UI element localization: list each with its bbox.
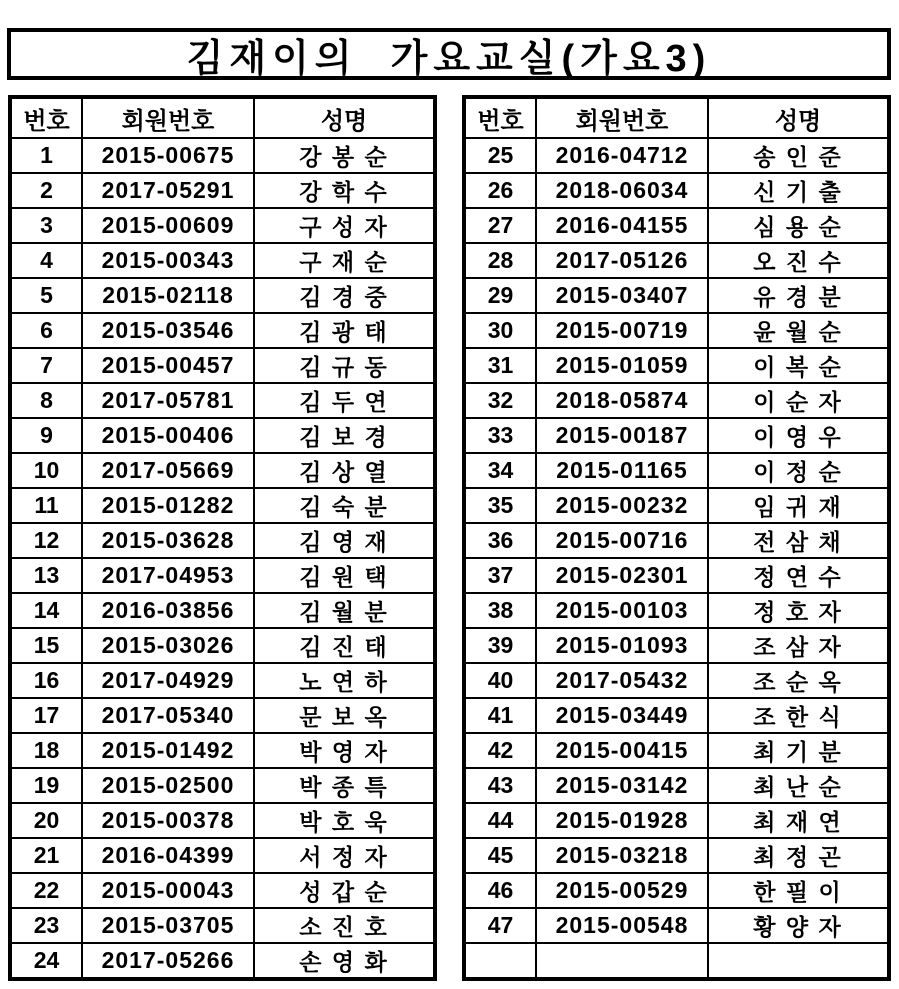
member-name: 정 호 자 — [708, 593, 889, 628]
member-table-right — [462, 95, 891, 981]
member-name: 김 원 택 — [254, 558, 435, 593]
table-row — [10, 383, 435, 418]
member-table-left — [8, 95, 437, 981]
member-id: 2017-05432 — [536, 663, 708, 698]
member-name: 심 용 순 — [708, 208, 889, 243]
member-id: 2015-00043 — [82, 873, 254, 908]
member-id: 2017-04953 — [82, 558, 254, 593]
table-row — [10, 873, 435, 908]
table-row — [10, 733, 435, 768]
row-number: 4 — [10, 243, 82, 278]
table-row — [10, 348, 435, 383]
member-name: 서 정 자 — [254, 838, 435, 873]
member-name: 노 연 하 — [254, 663, 435, 698]
member-name: 김 광 태 — [254, 313, 435, 348]
member-id: 2015-03449 — [536, 698, 708, 733]
member-id: 2018-06034 — [536, 173, 708, 208]
table-row — [10, 663, 435, 698]
member-name: 강 봉 순 — [254, 138, 435, 173]
table-row — [10, 698, 435, 733]
table-row — [464, 873, 889, 908]
column-header-number: 번호 — [464, 97, 536, 138]
table-row — [464, 488, 889, 523]
row-number: 34 — [464, 453, 536, 488]
page-title: 김재이의 가요교실(가요3) — [186, 37, 712, 80]
member-id: 2017-05669 — [82, 453, 254, 488]
member-id: 2015-03546 — [82, 313, 254, 348]
table-row — [10, 243, 435, 278]
member-name: 성 갑 순 — [254, 873, 435, 908]
row-number: 35 — [464, 488, 536, 523]
member-id: 2017-05340 — [82, 698, 254, 733]
member-id: 2015-03142 — [536, 768, 708, 803]
member-id: 2018-05874 — [536, 383, 708, 418]
table-row — [10, 768, 435, 803]
table-row — [464, 908, 889, 943]
member-name: 임 귀 재 — [708, 488, 889, 523]
row-number: 20 — [10, 803, 82, 838]
member-id: 2017-05266 — [82, 943, 254, 979]
member-id: 2015-00548 — [536, 908, 708, 943]
member-name: 최 정 곤 — [708, 838, 889, 873]
member-name: 이 영 우 — [708, 418, 889, 453]
table-row — [464, 453, 889, 488]
member-id: 2015-00343 — [82, 243, 254, 278]
table-row — [464, 348, 889, 383]
row-number: 9 — [10, 418, 82, 453]
table-row — [10, 523, 435, 558]
table-row — [464, 698, 889, 733]
member-id: 2017-05781 — [82, 383, 254, 418]
member-name: 김 상 열 — [254, 453, 435, 488]
table-row — [10, 453, 435, 488]
member-id: 2015-03026 — [82, 628, 254, 663]
member-name: 손 영 화 — [254, 943, 435, 979]
column-header-member-id: 회원번호 — [82, 97, 254, 138]
row-number: 28 — [464, 243, 536, 278]
member-name: 박 호 욱 — [254, 803, 435, 838]
table-row — [10, 593, 435, 628]
member-id: 2015-00719 — [536, 313, 708, 348]
row-number: 10 — [10, 453, 82, 488]
row-number: 43 — [464, 768, 536, 803]
row-number: 18 — [10, 733, 82, 768]
row-number: 32 — [464, 383, 536, 418]
row-number: 24 — [10, 943, 82, 979]
row-number: 44 — [464, 803, 536, 838]
member-id: 2015-01165 — [536, 453, 708, 488]
table-row — [464, 173, 889, 208]
table-row — [464, 663, 889, 698]
header-row — [464, 97, 889, 138]
member-name: 문 보 옥 — [254, 698, 435, 733]
member-name: 이 순 자 — [708, 383, 889, 418]
row-number: 6 — [10, 313, 82, 348]
member-id: 2015-03218 — [536, 838, 708, 873]
member-name: 오 진 수 — [708, 243, 889, 278]
row-number: 26 — [464, 173, 536, 208]
member-name: 김 숙 분 — [254, 488, 435, 523]
member-name: 유 경 분 — [708, 278, 889, 313]
member-name: 김 영 재 — [254, 523, 435, 558]
row-number: 7 — [10, 348, 82, 383]
member-name: 조 순 옥 — [708, 663, 889, 698]
table-row — [464, 733, 889, 768]
row-number: 41 — [464, 698, 536, 733]
row-number: 8 — [10, 383, 82, 418]
row-number: 29 — [464, 278, 536, 313]
table-row — [10, 488, 435, 523]
member-id: 2015-01282 — [82, 488, 254, 523]
table-row — [464, 803, 889, 838]
member-name: 박 종 특 — [254, 768, 435, 803]
member-name: 신 기 출 — [708, 173, 889, 208]
member-id: 2017-05291 — [82, 173, 254, 208]
member-name: 최 기 분 — [708, 733, 889, 768]
table-row — [10, 558, 435, 593]
table-row — [464, 838, 889, 873]
table-row — [10, 138, 435, 173]
table-row — [464, 628, 889, 663]
member-name: 소 진 호 — [254, 908, 435, 943]
member-name — [708, 943, 889, 979]
member-id: 2015-00232 — [536, 488, 708, 523]
member-id: 2017-05126 — [536, 243, 708, 278]
table-row — [464, 418, 889, 453]
table-row — [10, 628, 435, 663]
table-row — [464, 243, 889, 278]
column-header-member-id: 회원번호 — [536, 97, 708, 138]
member-id: 2015-00609 — [82, 208, 254, 243]
row-number: 21 — [10, 838, 82, 873]
row-number: 25 — [464, 138, 536, 173]
member-id: 2017-04929 — [82, 663, 254, 698]
member-name: 최 재 연 — [708, 803, 889, 838]
row-number: 22 — [10, 873, 82, 908]
member-name: 정 연 수 — [708, 558, 889, 593]
member-id: 2016-03856 — [82, 593, 254, 628]
member-name: 이 복 순 — [708, 348, 889, 383]
title-box — [7, 28, 891, 80]
member-id: 2015-00457 — [82, 348, 254, 383]
member-name: 김 두 연 — [254, 383, 435, 418]
member-id: 2015-00716 — [536, 523, 708, 558]
table-row — [464, 278, 889, 313]
row-number: 5 — [10, 278, 82, 313]
table-row — [464, 208, 889, 243]
member-name: 김 규 동 — [254, 348, 435, 383]
row-number: 16 — [10, 663, 82, 698]
member-id: 2015-03705 — [82, 908, 254, 943]
table-row — [10, 838, 435, 873]
member-id: 2015-01492 — [82, 733, 254, 768]
member-id: 2016-04712 — [536, 138, 708, 173]
table-row — [464, 558, 889, 593]
member-id: 2015-01093 — [536, 628, 708, 663]
member-id: 2015-00415 — [536, 733, 708, 768]
table-row — [464, 383, 889, 418]
row-number: 33 — [464, 418, 536, 453]
member-name: 황 양 자 — [708, 908, 889, 943]
member-id: 2015-00406 — [82, 418, 254, 453]
row-number: 3 — [10, 208, 82, 243]
row-number: 2 — [10, 173, 82, 208]
table-row — [464, 138, 889, 173]
member-id: 2015-00529 — [536, 873, 708, 908]
table-row — [10, 278, 435, 313]
row-number: 36 — [464, 523, 536, 558]
row-number: 23 — [10, 908, 82, 943]
row-number: 45 — [464, 838, 536, 873]
header-row — [10, 97, 435, 138]
table-row — [10, 943, 435, 979]
table-row — [464, 943, 889, 979]
member-id: 2016-04155 — [536, 208, 708, 243]
member-name: 구 재 순 — [254, 243, 435, 278]
member-name: 윤 월 순 — [708, 313, 889, 348]
row-number: 46 — [464, 873, 536, 908]
row-number — [464, 943, 536, 979]
row-number: 30 — [464, 313, 536, 348]
member-id: 2015-03628 — [82, 523, 254, 558]
member-id: 2016-04399 — [82, 838, 254, 873]
table-row — [10, 208, 435, 243]
row-number: 17 — [10, 698, 82, 733]
table-row — [464, 523, 889, 558]
row-number: 19 — [10, 768, 82, 803]
member-name: 구 성 자 — [254, 208, 435, 243]
member-id: 2015-03407 — [536, 278, 708, 313]
table-row — [464, 768, 889, 803]
member-id — [536, 943, 708, 979]
member-name: 박 영 자 — [254, 733, 435, 768]
row-number: 27 — [464, 208, 536, 243]
member-name: 이 정 순 — [708, 453, 889, 488]
row-number: 14 — [10, 593, 82, 628]
table-row — [464, 313, 889, 348]
member-id: 2015-02118 — [82, 278, 254, 313]
member-name: 김 보 경 — [254, 418, 435, 453]
member-id: 2015-02500 — [82, 768, 254, 803]
column-header-number: 번호 — [10, 97, 82, 138]
row-number: 39 — [464, 628, 536, 663]
row-number: 38 — [464, 593, 536, 628]
member-name: 김 월 분 — [254, 593, 435, 628]
member-id: 2015-02301 — [536, 558, 708, 593]
row-number: 37 — [464, 558, 536, 593]
row-number: 31 — [464, 348, 536, 383]
column-header-name: 성명 — [254, 97, 435, 138]
row-number: 15 — [10, 628, 82, 663]
row-number: 13 — [10, 558, 82, 593]
table-row — [10, 173, 435, 208]
table-row — [10, 313, 435, 348]
member-name: 전 삼 채 — [708, 523, 889, 558]
row-number: 1 — [10, 138, 82, 173]
row-number: 42 — [464, 733, 536, 768]
row-number: 12 — [10, 523, 82, 558]
member-name: 김 경 중 — [254, 278, 435, 313]
member-name: 최 난 순 — [708, 768, 889, 803]
table-row — [464, 593, 889, 628]
member-id: 2015-00187 — [536, 418, 708, 453]
member-name: 송 인 준 — [708, 138, 889, 173]
table-row — [10, 418, 435, 453]
member-name: 조 한 식 — [708, 698, 889, 733]
member-name: 김 진 태 — [254, 628, 435, 663]
table-row — [10, 908, 435, 943]
member-id: 2015-01928 — [536, 803, 708, 838]
row-number: 47 — [464, 908, 536, 943]
tables-container — [8, 95, 891, 981]
member-name: 한 필 이 — [708, 873, 889, 908]
row-number: 40 — [464, 663, 536, 698]
table-row — [10, 803, 435, 838]
member-name: 강 학 수 — [254, 173, 435, 208]
row-number: 11 — [10, 488, 82, 523]
member-id: 2015-00103 — [536, 593, 708, 628]
member-id: 2015-00378 — [82, 803, 254, 838]
member-id: 2015-01059 — [536, 348, 708, 383]
member-id: 2015-00675 — [82, 138, 254, 173]
member-name: 조 삼 자 — [708, 628, 889, 663]
column-header-name: 성명 — [708, 97, 889, 138]
